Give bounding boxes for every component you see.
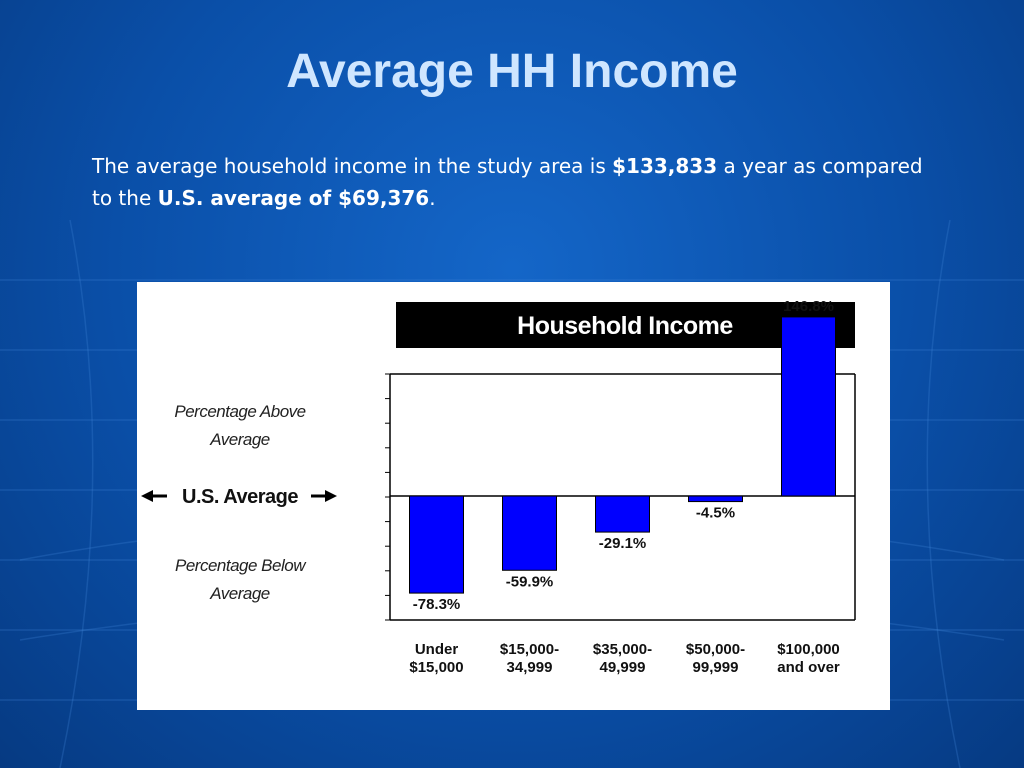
category-label: $15,000 (409, 659, 464, 676)
left-arrow-icon (141, 490, 153, 502)
side-label-below: Percentage Below (175, 556, 305, 575)
data-label: -78.3% (412, 596, 461, 614)
bar (503, 496, 557, 570)
us-average-income: U.S. average of $69,376 (157, 186, 430, 210)
category-label: $50,000- (685, 641, 746, 658)
category-label: and over (777, 659, 840, 676)
category-label: $100,000 (777, 641, 840, 658)
chart-title: Household Income (517, 312, 733, 340)
bar (689, 496, 743, 502)
category-label: Under (414, 641, 459, 658)
data-label: -4.5% (695, 504, 736, 522)
data-label: 146.8% (783, 297, 834, 315)
data-label: -29.1% (598, 535, 647, 553)
baseline-label: U.S. Average (182, 486, 298, 508)
bar (410, 496, 464, 593)
side-label-above: Percentage Above (174, 402, 306, 421)
intro-text-part1: The average household income in the study area is (92, 154, 613, 178)
intro-text-part3: . (429, 186, 436, 210)
data-label: -59.9% (505, 573, 554, 591)
side-label-below: Average (210, 584, 270, 603)
category-label: 34,999 (506, 659, 553, 676)
bar (596, 496, 650, 532)
chart-panel (137, 282, 890, 710)
category-label: 49,999 (599, 659, 646, 676)
category-label: 99,999 (692, 659, 739, 676)
intro-text-part2: a year as compared to the (92, 154, 923, 210)
intro-text (92, 150, 942, 214)
side-label-above: Average (210, 430, 270, 449)
bar (782, 317, 836, 496)
category-label: $35,000- (592, 641, 653, 658)
right-arrow-icon (325, 490, 337, 502)
study-area-income: $133,833 (612, 154, 718, 178)
household-income-chart (137, 282, 890, 710)
category-label: $15,000- (499, 641, 560, 658)
slide-title: Average HH Income (286, 45, 738, 98)
